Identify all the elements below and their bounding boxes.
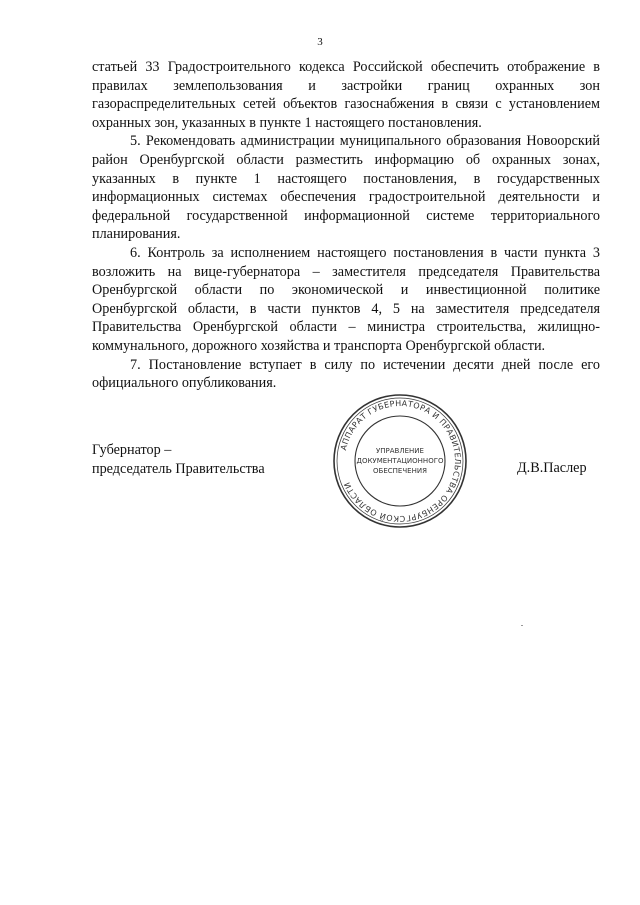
signatory-name: Д.В.Паслер [517,460,587,476]
position-line-1: Губернатор – [92,442,172,458]
paragraph-item-7: 7. Постановление вступает в силу по истечении десяти дней после его официального опубликования. [92,356,600,392]
seal-outer-text: АППАРАТ ГУБЕРНАТОРА И ПРАВИТЕЛЬСТВА ОРЕНБУРГСКОЙ ОБЛАСТИ [339,398,463,524]
seal-inner-line-2: ДОКУМЕНТАЦИОННОГО [356,457,444,465]
signatory-position [92,441,265,478]
official-seal [330,391,470,531]
paragraph-continuation: статьей 33 Градостроительного кодекса Российской обеспечить отображение в правилах землепользования и застройки границ охранных зон газораспределительных сетей объектов газоснабжения в связи с установлением охранных зон, указанных в пункте 1 настоящего постановления. [92,59,600,131]
seal-graphic [330,391,470,531]
paragraph-item-6: 6. Контроль за исполнением настоящего постановления в части пункта 3 возложить на вице-губернатора – заместителя председателя Правительства Оренбургской области по экономической и инвестиционной политике Оренбургской области, в части пунктов 4, 5 на заместителя председателя Правительства Оренбургской области – министра строительства, жилищно-коммунального, дорожного хозяйства и транспорта Оренбургской области. [92,244,600,354]
seal-inner-line-1: УПРАВЛЕНИЕ [376,447,424,455]
page-number: 3 [317,36,323,48]
document-body [92,58,600,393]
paragraph-item-5: 5. Рекомендовать администрации муниципального образования Новоорский район Оренбургской области разместить информацию об охранных зонах, указанных в пункте 1 настоящего постановления, в государственных информационных системах обеспечения градостроительной деятельности и федеральной государственной информационной системе территориального планирования. [92,133,600,243]
scan-mark [521,625,523,626]
position-line-2: председатель Правительства [92,460,265,477]
seal-inner-line-3: ОБЕСПЕЧЕНИЯ [373,467,427,475]
